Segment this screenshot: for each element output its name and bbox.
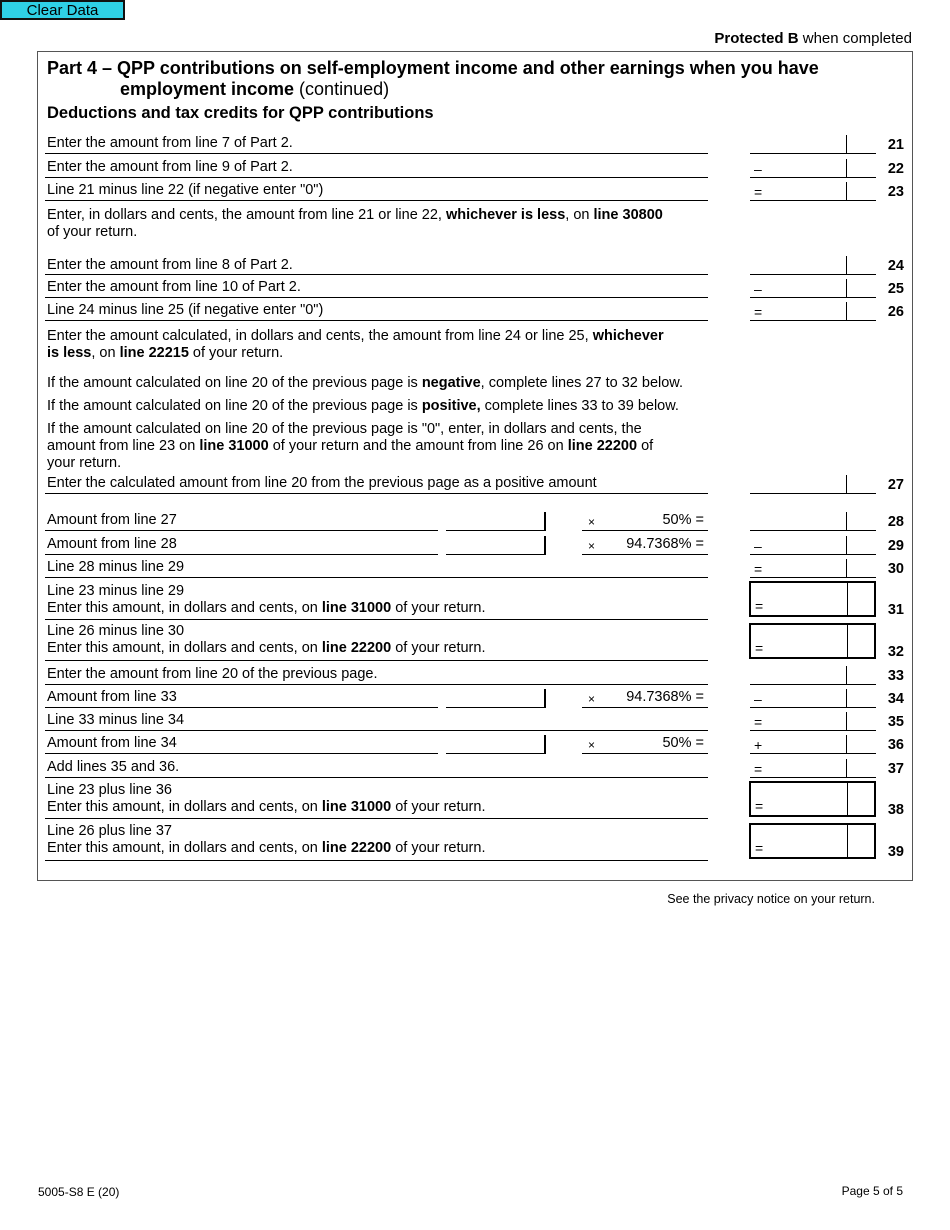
instruction-line-30800 (47, 207, 663, 241)
line-22-number: 22 (887, 161, 904, 177)
line-26-number: 26 (887, 304, 904, 320)
plus-sign: + (754, 737, 763, 753)
line-33-input[interactable] (750, 666, 876, 685)
equals-sign: = (754, 761, 763, 777)
cents-divider (846, 712, 847, 730)
cents-divider (846, 159, 847, 177)
line-29-input[interactable] (750, 536, 876, 555)
equals-sign: = (754, 561, 763, 577)
line-39-label2: Enter this amount, in dollars and cents, on (47, 840, 322, 856)
equals-sign: = (755, 840, 764, 856)
p5-text5: your return. (47, 455, 122, 471)
line-32-label3: of your return. (391, 640, 486, 656)
equals-sign: = (754, 714, 763, 730)
line-37-input[interactable] (750, 759, 876, 778)
cents-divider (846, 666, 847, 684)
protected-b-rest: when completed (798, 30, 912, 47)
p2-text3: of your return. (188, 345, 284, 361)
line-38-label2: Enter this amount, in dollars and cents, on (47, 799, 322, 815)
minus-sign: – (754, 538, 762, 554)
instruction-zero (47, 421, 653, 472)
cents-divider (846, 559, 847, 577)
line-38-number: 38 (887, 802, 904, 818)
line-34-label: Amount from line 33 (47, 689, 177, 705)
line-28-amount-input[interactable] (446, 512, 546, 531)
line-39-label (47, 823, 485, 857)
line-28-number: 28 (887, 514, 904, 530)
p5-text2: amount from line 23 on (47, 438, 200, 454)
cents-divider (544, 512, 546, 530)
minus-sign: – (754, 691, 762, 707)
line-36-rate (582, 735, 708, 754)
p5-line-ref: line 31000 (199, 438, 269, 454)
minus-sign: – (754, 161, 762, 177)
p2-text2: , on (91, 345, 120, 361)
p3-text: If the amount calculated on line 20 of the previous page is (47, 375, 422, 391)
instruction-positive (47, 398, 679, 415)
line-34-amount-input[interactable] (446, 689, 546, 708)
instruction-negative (47, 375, 683, 392)
line-24-label: Enter the amount from line 8 of Part 2. (47, 257, 293, 273)
p5-text3: of your return and the amount from line 26 on (268, 438, 568, 454)
p4-text2: complete lines 33 to 39 below. (480, 398, 679, 414)
section-subtitle: Deductions and tax credits for QPP contributions (47, 104, 434, 122)
line-30-number: 30 (887, 561, 904, 577)
p1-line-ref: line 30800 (593, 207, 663, 223)
line-35-label: Line 33 minus line 34 (47, 712, 185, 728)
cents-divider (846, 279, 847, 297)
line-26-label: Line 24 minus line 25 (if negative enter "0") (47, 302, 324, 318)
line-32-rule (45, 660, 708, 661)
cents-divider (846, 512, 847, 530)
line-23-input[interactable] (750, 182, 876, 201)
line-32-label2: Enter this amount, in dollars and cents, on (47, 640, 322, 656)
line-38-input[interactable] (749, 781, 876, 817)
cents-divider (846, 735, 847, 753)
line-24-input[interactable] (750, 256, 876, 275)
line-25-rule (45, 297, 708, 298)
cents-divider (544, 735, 546, 753)
equals-sign: = (755, 798, 764, 814)
p5-line-ref2: line 22200 (567, 438, 638, 454)
part-title-bold2: employment income (120, 79, 295, 99)
p4-bold: positive, (421, 398, 481, 414)
page-number: Page 5 of 5 (841, 1184, 903, 1198)
line-38-ref: line 31000 (321, 799, 392, 815)
line-28-rule (45, 530, 438, 531)
line-35-number: 35 (887, 714, 904, 730)
p1-text2: , on (565, 207, 594, 223)
line-39-label3: of your return. (391, 840, 486, 856)
line-36-label: Amount from line 34 (47, 735, 177, 751)
rate-value: 94.7368% = (626, 689, 704, 705)
line-21-input[interactable] (750, 135, 876, 154)
part-title-continued: (continued) (294, 79, 390, 99)
part-title (47, 58, 897, 100)
line-25-input[interactable] (750, 279, 876, 298)
cents-divider (544, 689, 546, 707)
line-31-label1: Line 23 minus line 29 (47, 583, 185, 599)
p1-text3: of your return. (47, 224, 138, 240)
line-38-label3: of your return. (391, 799, 486, 815)
cents-divider (847, 783, 848, 815)
line-39-number: 39 (887, 844, 904, 860)
line-24-number: 24 (887, 258, 904, 274)
line-34-input[interactable] (750, 689, 876, 708)
line-27-rule (45, 493, 708, 494)
part-title-line1: Part 4 – QPP contributions on self-employment income and other earnings when you have (47, 58, 819, 78)
line-32-label (47, 623, 485, 657)
line-32-label1: Line 26 minus line 30 (47, 623, 185, 639)
line-30-label: Line 28 minus line 29 (47, 559, 185, 575)
line-32-number: 32 (887, 644, 904, 660)
cents-divider (846, 689, 847, 707)
protected-b-notice (714, 30, 912, 47)
line-23-rule (45, 200, 708, 201)
equals-sign: = (755, 598, 764, 614)
line-30-input[interactable] (750, 559, 876, 578)
line-23-number: 23 (887, 184, 904, 200)
line-29-rule (45, 554, 438, 555)
line-34-number: 34 (887, 691, 904, 707)
line-27-number: 27 (887, 477, 904, 493)
line-27-input[interactable] (750, 475, 876, 494)
line-35-input[interactable] (750, 712, 876, 731)
line-32-ref: line 22200 (321, 640, 392, 656)
line-36-rule (45, 753, 438, 754)
cents-divider (846, 302, 847, 320)
rate-value: 50% = (662, 735, 704, 751)
privacy-notice: See the privacy notice on your return. (667, 892, 875, 906)
line-31-label2: Enter this amount, in dollars and cents, on (47, 600, 322, 616)
p2-line-ref: line 22215 (119, 345, 189, 361)
p2-text: Enter the amount calculated, in dollars and cents, the amount from line 24 or line 25, (47, 328, 593, 344)
line-27-label: Enter the calculated amount from line 20 from the previous page as a positive amount (47, 475, 597, 491)
line-31-label (47, 583, 485, 617)
p2-bold2: is less (47, 345, 92, 361)
times-icon: × (588, 738, 596, 752)
line-33-label: Enter the amount from line 20 of the previous page. (47, 666, 378, 682)
line-33-number: 33 (887, 668, 904, 684)
line-34-rule (45, 707, 438, 708)
line-33-rule (45, 684, 708, 685)
line-28-input[interactable] (750, 512, 876, 531)
times-icon: × (588, 515, 596, 529)
equals-sign: = (754, 304, 763, 320)
line-26-rule (45, 320, 708, 321)
line-29-rate (582, 536, 708, 555)
line-31-rule (45, 619, 708, 620)
line-22-input[interactable] (750, 159, 876, 178)
line-31-ref: line 31000 (321, 600, 392, 616)
line-31-number: 31 (887, 602, 904, 618)
line-24-rule (45, 274, 708, 275)
equals-sign: = (754, 184, 763, 200)
line-39-rule (45, 860, 708, 861)
line-36-input[interactable] (750, 735, 876, 754)
instruction-line-22215 (47, 328, 664, 362)
form-number: 5005-S8 E (20) (38, 1185, 120, 1199)
part-title-line2 (47, 79, 897, 100)
p1-bold: whichever is less (445, 207, 566, 223)
line-29-label: Amount from line 28 (47, 536, 177, 552)
protected-b-label: Protected B (714, 30, 799, 47)
line-22-rule (45, 177, 708, 178)
line-37-number: 37 (887, 761, 904, 777)
cents-divider (846, 759, 847, 777)
p3-bold: negative (421, 375, 481, 391)
line-21-rule (45, 153, 708, 154)
line-36-number: 36 (887, 737, 904, 753)
line-22-label: Enter the amount from line 9 of Part 2. (47, 159, 293, 175)
line-35-rule (45, 730, 708, 731)
p1-text: Enter, in dollars and cents, the amount from line 21 or line 22, (47, 207, 446, 223)
line-31-input[interactable] (749, 581, 876, 617)
p4-text: If the amount calculated on line 20 of the previous page is (47, 398, 422, 414)
line-32-input[interactable] (749, 623, 876, 659)
line-36-amount-input[interactable] (446, 735, 546, 754)
line-26-input[interactable] (750, 302, 876, 321)
line-34-rate (582, 689, 708, 708)
p5-text: If the amount calculated on line 20 of the previous page is "0", enter, in dollars and cents, the (47, 421, 642, 437)
line-28-label: Amount from line 27 (47, 512, 177, 528)
line-38-rule (45, 818, 708, 819)
rate-value: 94.7368% = (626, 536, 704, 552)
line-28-rate (582, 512, 708, 531)
line-37-rule (45, 777, 708, 778)
line-39-ref: line 22200 (321, 840, 392, 856)
line-29-number: 29 (887, 538, 904, 554)
line-38-label1: Line 23 plus line 36 (47, 782, 172, 798)
p5-text4: of (637, 438, 654, 454)
line-39-input[interactable] (749, 823, 876, 859)
minus-sign: – (754, 281, 762, 297)
cents-divider (847, 625, 848, 657)
line-30-rule (45, 577, 708, 578)
line-29-amount-input[interactable] (446, 536, 546, 555)
cents-divider (847, 583, 848, 615)
cents-divider (846, 256, 847, 274)
clear-data-button[interactable]: Clear Data (0, 0, 125, 20)
cents-divider (846, 475, 847, 493)
line-21-number: 21 (887, 137, 904, 153)
cents-divider (544, 536, 546, 554)
line-37-label: Add lines 35 and 36. (47, 759, 180, 775)
times-icon: × (588, 539, 596, 553)
p2-bold: whichever (592, 328, 664, 344)
line-31-label3: of your return. (391, 600, 486, 616)
rate-value: 50% = (662, 512, 704, 528)
line-38-label (47, 782, 485, 816)
cents-divider (846, 135, 847, 153)
cents-divider (846, 536, 847, 554)
cents-divider (847, 825, 848, 857)
cents-divider (846, 182, 847, 200)
line-25-label: Enter the amount from line 10 of Part 2. (47, 279, 301, 295)
line-23-label: Line 21 minus line 22 (if negative enter "0") (47, 182, 324, 198)
p3-text2: , complete lines 27 to 32 below. (480, 375, 683, 391)
line-39-label1: Line 26 plus line 37 (47, 823, 172, 839)
line-25-number: 25 (887, 281, 904, 297)
line-21-label: Enter the amount from line 7 of Part 2. (47, 135, 293, 151)
equals-sign: = (755, 640, 764, 656)
times-icon: × (588, 692, 596, 706)
